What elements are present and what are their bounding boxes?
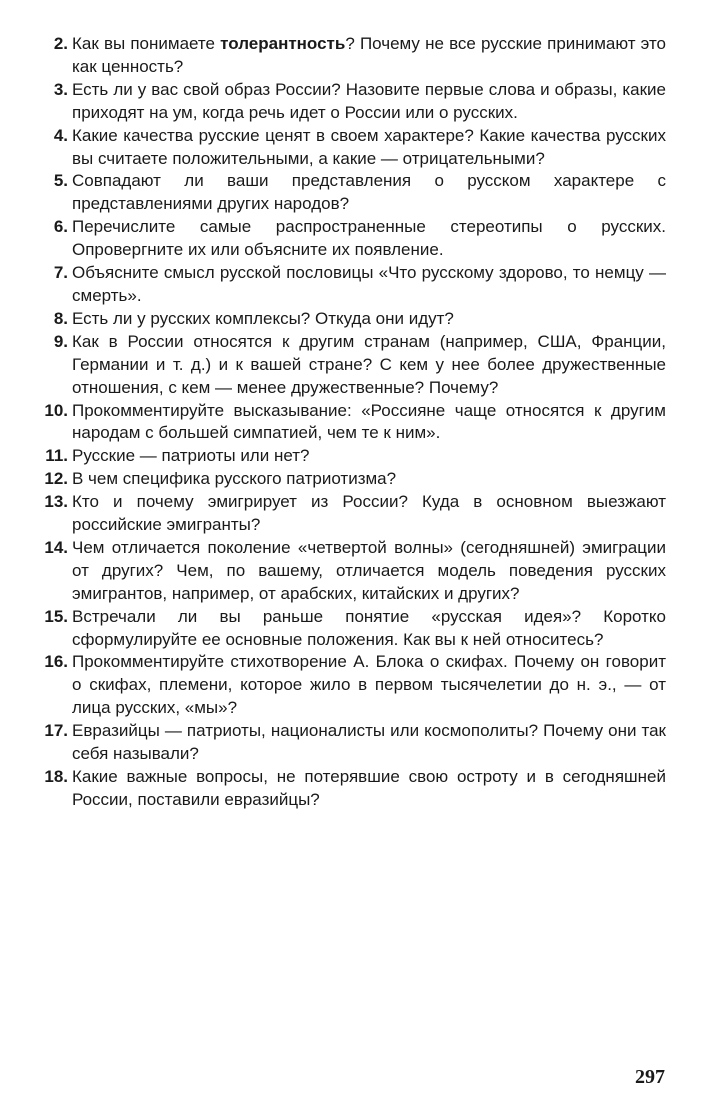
question-item: [38, 766, 666, 812]
question-number: 15.: [44, 606, 68, 626]
question-item: [38, 262, 666, 308]
question-number: 11.: [45, 446, 68, 466]
question-number: 5.: [53, 171, 68, 191]
question-text: Чем отличается поколение «четвертой волны» (сегодняшней) эмиграции от других? Чем, по вашему, отличается модель поведения русских эмигрантов, например, от арабских, китайских и других?: [72, 537, 666, 603]
question-item: [38, 125, 666, 171]
question-item: [38, 651, 666, 720]
question-text: Совпадают ли ваши представления о русском характере с представлениями других народов?: [72, 171, 666, 214]
question-item: [38, 491, 666, 537]
question-text: Как в России относятся к другим странам (например, США, Франции, Германии и т. д.) и к вашей стране? С кем у нее более дружественные отношения, с кем — менее дружественные? Почему?: [72, 331, 666, 397]
question-text: Какие качества русские ценят в своем характере? Какие качества русских вы считаете положительными, а какие — отрицательными?: [72, 125, 666, 168]
question-number: 18.: [44, 767, 68, 786]
question-text: Кто и почему эмигрирует из России? Куда в основном выезжают российские эмигранты?: [72, 492, 666, 535]
question-number: 6.: [53, 217, 68, 237]
question-number: 13.: [44, 492, 68, 512]
question-text: Есть ли у русских комплексы? Откуда они идут?: [72, 308, 454, 328]
question-item: [38, 445, 666, 468]
question-item: [38, 537, 666, 606]
question-number: 3.: [53, 79, 68, 99]
question-number: 8.: [53, 308, 68, 328]
question-item: [38, 400, 666, 446]
question-text: Перечислите самые распространенные стереотипы о русских. Опровергните их или объясните их появление.: [72, 217, 666, 260]
question-item: [38, 79, 666, 125]
question-number: 9.: [53, 331, 68, 351]
question-item: [38, 216, 666, 262]
question-number: 7.: [53, 263, 68, 283]
question-text: Объясните смысл русской пословицы «Что русскому здорово, то немцу — смерть».: [72, 263, 666, 305]
question-text: Встречали ли вы раньше понятие «русская идея»? Коротко сформулируйте ее основные положения. Как вы к ней относитесь?: [72, 606, 666, 649]
question-list: [38, 33, 666, 812]
question-item: [38, 308, 666, 331]
question-item: [38, 606, 666, 652]
question-item: [38, 331, 666, 400]
question-text: Прокомментируйте высказывание: «Россияне чаще относятся к другим народам с большей симпатией, чем те к ним».: [72, 400, 666, 443]
question-item: [38, 170, 666, 216]
question-item: [38, 468, 666, 491]
question-number: 10.: [44, 400, 68, 420]
question-text: Евразийцы — патриоты, националисты или космополиты? Почему они так себя называли?: [72, 721, 666, 764]
question-number: 14.: [44, 537, 68, 557]
question-text-part: ? Почему не все русские принимают это как ценность?: [72, 34, 666, 76]
question-text-part: Как вы понимаете: [72, 34, 221, 53]
question-text: В чем специфика русского патриотизма?: [72, 469, 397, 489]
page-number: 297: [635, 1066, 665, 1088]
question-text: Какие важные вопросы, не потерявшие свою остроту и в сегодняшней России, поставили евразийцы?: [72, 767, 666, 809]
question-text: Русские — патриоты или нет?: [72, 446, 310, 466]
question-item: [38, 33, 666, 79]
question-number: 12.: [44, 469, 68, 489]
question-text: Есть ли у вас свой образ России? Назовите первые слова и образы, какие приходят на ум, когда речь идет о России или о русских.: [72, 79, 666, 122]
question-item: [38, 720, 666, 766]
question-number: 16.: [44, 652, 68, 672]
question-number: 2.: [53, 34, 68, 53]
question-text: [72, 33, 666, 79]
question-number: 4.: [53, 125, 68, 145]
question-number: 17.: [44, 721, 68, 741]
question-text: Прокомментируйте стихотворение А. Блока о скифах. Почему он говорит о скифах, племени, которое жило в первом тысячелетии до н. э., — от лица русских, «мы»?: [72, 652, 666, 718]
bold-term: толерантность: [220, 34, 346, 53]
